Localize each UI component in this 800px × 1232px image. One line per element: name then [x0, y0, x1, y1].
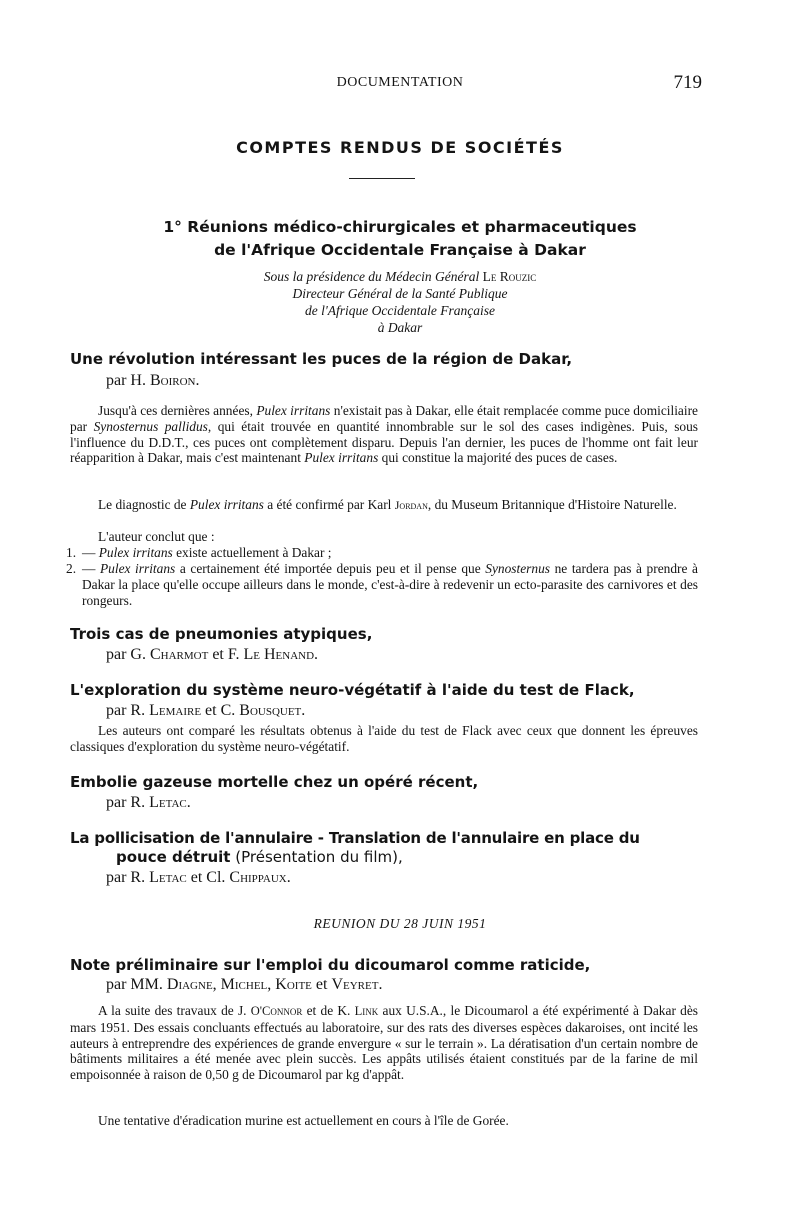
authors-suffix: . [286, 869, 291, 886]
person-name: O'Connor [250, 1004, 303, 1018]
species-name: Synosternus [485, 561, 550, 576]
text-run: , qui était trouvée en quantité innombrable sur le sol des cases indigènes. Puis, sous l'influence du D.D.T., ces puces ont complètement disparu. Depuis l'an dernier, les puces de l'homme ont fait leur réapparition à Dakar, mais c'est maintenant [70, 418, 699, 466]
authors-prefix: par G. [106, 646, 146, 663]
text-run: ne tardera pas à prendre à Dakar la place qu'elle occupe ailleurs dans le monde, c'est-à-dire à redevenir un ecto-parasite des carnivores et des rongeurs. [82, 561, 698, 608]
author-name: Boiron [149, 372, 196, 389]
article-authors-pollicisation [106, 868, 291, 887]
authors-suffix: . [301, 702, 306, 719]
article-title-flack: L'exploration du système neuro-végétatif à l'aide du test de Flack, [70, 681, 635, 699]
presidency-prefix: Sous la présidence du Médecin Général [263, 269, 480, 284]
text-run: qui constitue la majorité des puces de cases. [378, 450, 618, 466]
authors-suffix: . [195, 372, 200, 389]
text-run: a été confirmé par Karl [263, 497, 395, 512]
authors-prefix: par H. [106, 372, 146, 389]
main-title: COMPTES RENDUS DE SOCIÉTÉS [236, 138, 564, 157]
authors-prefix: par R. [106, 702, 146, 719]
author-name: Chippaux [229, 869, 287, 886]
text-run: n'existait pas à Dakar, elle était remplacée comme puce domiciliaire par [70, 403, 699, 434]
author-name: Charmot [149, 646, 209, 663]
authors-separator: et Cl. [186, 869, 226, 886]
authors-suffix: . [186, 794, 191, 811]
authors-prefix: par R. [106, 794, 146, 811]
article-paragraph [70, 403, 698, 466]
authors-separator: et F. [208, 646, 240, 663]
authors-separator: , [212, 976, 221, 993]
species-name: Pulex irritans [189, 497, 264, 512]
authors-separator: et C. [201, 702, 236, 719]
article-title-pneumonies: Trois cas de pneumonies atypiques, [70, 625, 373, 643]
article-title-embolie: Embolie gazeuse mortelle chez un opéré récent, [70, 773, 479, 791]
article-title-puces: Une révolution intéressant les puces de la région de Dakar, [70, 350, 573, 368]
presidency-line2: Directeur Général de la Santé Publique [292, 286, 508, 301]
person-name: Jordan [394, 498, 428, 512]
list-number: 2. [66, 561, 77, 576]
author-name: Veyret [331, 976, 379, 993]
author-name: Le Henand [243, 646, 315, 663]
authors-suffix: . [378, 976, 383, 993]
species-name: Pulex irritans [256, 403, 331, 418]
text-run: Jusqu'à ces dernières années, [98, 403, 257, 418]
authors-prefix: par MM. [106, 976, 163, 993]
species-name: Synosternus pallidus [93, 418, 208, 434]
page-number: 719 [673, 72, 702, 93]
species-name: Pulex irritans [304, 450, 379, 466]
article-authors-puces [106, 371, 200, 390]
authors-separator: , [267, 976, 276, 993]
article-authors-pneumonies [106, 645, 318, 664]
article-authors-dicoumarol [106, 975, 382, 994]
text-run: — [82, 545, 99, 560]
text-run: — [82, 561, 100, 576]
species-name: Pulex irritans [99, 561, 176, 576]
article-paragraph: L'auteur conclut que : [98, 529, 215, 544]
article-title-pollicisation-line2 [116, 848, 756, 867]
list-item [66, 545, 698, 561]
text-run: Le diagnostic de [98, 497, 190, 512]
authors-separator: et [311, 976, 332, 993]
article-authors-flack [106, 701, 305, 720]
author-name: Bousquet [239, 702, 302, 719]
article-title-dicoumarol: Note préliminaire sur l'emploi du dicoumarol comme raticide, [70, 956, 591, 974]
author-name: Letac [149, 869, 187, 886]
article-paragraph [70, 497, 698, 514]
title-text: pouce détruit [116, 848, 231, 866]
article-paragraph: Une tentative d'éradication murine est actuellement en cours à l'île de Gorée. [98, 1113, 509, 1128]
presidency-line1 [0, 268, 800, 285]
text-run: a certainement été importée depuis peu et il pense que [175, 561, 486, 576]
species-name: Pulex irritans [98, 545, 173, 560]
section-heading-line2: de l'Afrique Occidentale Française à Dakar [214, 241, 586, 259]
author-name: Diagne [166, 976, 213, 993]
meeting-date-label: REUNION DU 28 JUIN 1951 [313, 916, 487, 931]
text-run: existe actuellement à Dakar ; [172, 545, 332, 560]
article-paragraph: Les auteurs ont comparé les résultats obtenus à l'aide du test de Flack avec ceux que donnent les épreuves classiques d'exploration du système neuro-végétatif. [70, 723, 698, 754]
person-name: Link [354, 1004, 379, 1018]
running-title: DOCUMENTATION [336, 75, 464, 90]
page-header [0, 72, 800, 96]
article-paragraph [70, 1003, 698, 1083]
article-title-pollicisation: La pollicisation de l'annulaire - Translation de l'annulaire en place du [70, 829, 640, 847]
presidency-block [0, 268, 800, 336]
section-heading-line1: 1° Réunions médico-chirurgicales et pharmaceutiques [163, 218, 637, 236]
title-note: (Présentation du film), [230, 848, 403, 866]
list-text [82, 561, 698, 608]
presidency-line4: à Dakar [377, 320, 423, 335]
author-name: Lemaire [149, 702, 202, 719]
text-run: et de K. [302, 1003, 355, 1018]
authors-prefix: par R. [106, 869, 146, 886]
list-text [82, 545, 698, 561]
author-name: Koite [275, 976, 312, 993]
presidency-name: Le Rouzic [482, 269, 537, 284]
text-run: aux U.S.A., le Dicoumarol a été expérimenté à Dakar dès mars 1951. Des essais concluants effectués au laboratoire, sur des rats des diverses espèces dakaroises, ont incité les auteurs à entreprendre des expériences de grande envergure « sur le terrain ». La dératisation d'un certain nombre de bâtiments militaires a été menée avec plein succès. Les appâts utilisés étaient constitués par de la farine de mil empoisonnée à raison de 0,50 g de Dicoumarol par kg d'appât. [70, 1003, 698, 1083]
article-authors-embolie [106, 793, 191, 812]
list-number: 1. [66, 545, 77, 560]
text-run: A la suite des travaux de J. [98, 1003, 251, 1018]
list-item [66, 561, 698, 608]
presidency-line3: de l'Afrique Occidentale Française [305, 303, 495, 318]
author-name: Michel [220, 976, 268, 993]
title-divider [349, 178, 415, 179]
authors-suffix: . [314, 646, 319, 663]
text-run: , du Museum Britannique d'Histoire Naturelle. [427, 497, 677, 512]
author-name: Letac [149, 794, 187, 811]
